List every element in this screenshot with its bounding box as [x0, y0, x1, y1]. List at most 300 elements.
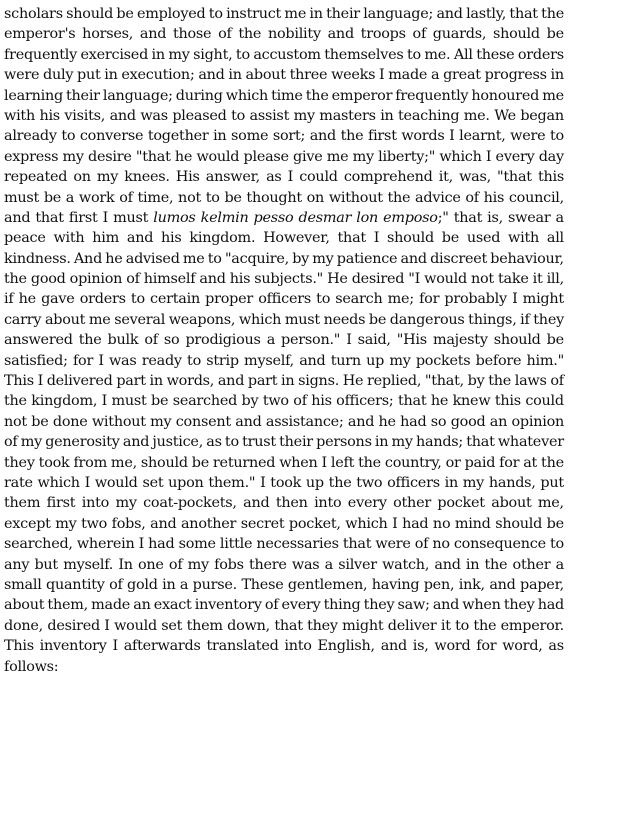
text-line	[4, 106, 564, 126]
word: thing	[323, 597, 361, 614]
word: of	[218, 26, 232, 43]
word: which	[238, 311, 282, 328]
word: this	[494, 393, 521, 410]
word: day	[538, 148, 564, 165]
word: me	[182, 250, 205, 267]
text-line	[4, 24, 564, 44]
word: I	[84, 474, 91, 491]
word: up	[366, 352, 385, 369]
word: repeated	[4, 169, 68, 186]
word: every	[347, 495, 387, 512]
word: I	[104, 617, 110, 634]
word: my	[55, 515, 77, 532]
word: necessaries	[256, 536, 339, 553]
word: and	[122, 434, 150, 451]
word: and	[139, 26, 167, 43]
word: orders	[517, 46, 564, 63]
word: my	[312, 250, 334, 267]
word: before	[475, 352, 522, 369]
word: two	[262, 393, 289, 410]
word: And	[73, 250, 103, 267]
word: good	[30, 271, 66, 288]
word: I	[112, 638, 118, 655]
word: and	[150, 515, 177, 532]
word: might	[522, 291, 564, 308]
word: certain	[150, 291, 200, 308]
word: and	[199, 271, 226, 288]
word: pen,	[423, 576, 455, 593]
text-line	[4, 636, 564, 656]
word: should	[493, 332, 541, 349]
word: me.	[424, 46, 451, 63]
word: in	[151, 46, 165, 63]
word: when	[279, 454, 318, 471]
word: majesty	[432, 332, 488, 349]
word: of	[550, 373, 564, 390]
word: every	[281, 597, 321, 614]
word: first	[46, 495, 76, 512]
word: all	[546, 230, 564, 247]
word: knew	[452, 393, 491, 410]
word: with	[4, 107, 35, 124]
word: put	[76, 67, 101, 84]
word: inventory	[39, 638, 107, 655]
word: would	[196, 148, 240, 165]
word: English,	[317, 638, 375, 655]
word: me	[284, 6, 307, 22]
word: thought	[246, 189, 302, 206]
word: the	[473, 617, 497, 634]
word: work	[78, 189, 115, 206]
word: answered	[4, 332, 73, 349]
word: a	[266, 332, 276, 349]
word: left	[330, 454, 355, 471]
word: to	[455, 617, 470, 634]
word: other	[512, 556, 551, 573]
word: by	[467, 373, 485, 390]
word: assistance;	[265, 413, 344, 430]
word: for	[419, 291, 440, 308]
word: word	[434, 638, 471, 655]
word: consent	[175, 413, 231, 430]
word: that	[453, 209, 483, 226]
word: could	[525, 393, 564, 410]
word: and	[235, 413, 262, 430]
word: paid	[464, 454, 496, 471]
word: frequently	[4, 46, 78, 63]
word: their	[279, 434, 313, 451]
word: officers;	[336, 393, 394, 410]
text-line	[4, 289, 564, 309]
word: up	[305, 474, 324, 491]
word: weeks	[331, 67, 376, 84]
word: In	[118, 556, 133, 573]
word: is,	[412, 638, 429, 655]
word: and	[109, 107, 136, 124]
text-line	[4, 575, 564, 595]
word: with	[508, 230, 540, 247]
word: bulk	[107, 332, 139, 349]
word: lastly,	[466, 6, 507, 22]
word: to	[130, 291, 145, 308]
word: had	[148, 536, 175, 553]
word: were	[510, 128, 546, 145]
word: my	[293, 107, 315, 124]
word: would	[424, 271, 467, 288]
word: returned	[212, 454, 276, 471]
word: be	[31, 413, 49, 430]
word: and	[4, 209, 31, 226]
word: I	[287, 169, 294, 186]
word: and	[380, 638, 407, 655]
word: word,	[502, 638, 543, 655]
text-line	[4, 126, 564, 146]
word: set	[142, 474, 164, 491]
word: must	[111, 393, 147, 410]
word: be	[116, 6, 134, 22]
word: However,	[263, 230, 330, 247]
word: mind	[454, 515, 491, 532]
word: please	[243, 148, 289, 165]
word: me	[326, 148, 349, 165]
word: should	[492, 26, 540, 43]
word: desmar	[298, 209, 352, 226]
word: words,	[166, 373, 215, 390]
word: gave	[41, 291, 75, 308]
word: of	[293, 393, 307, 410]
word: subjects."	[254, 271, 324, 288]
word: were	[4, 67, 40, 84]
word: took	[38, 454, 70, 471]
word: he	[18, 291, 36, 308]
word: for	[476, 638, 497, 655]
word: it,	[438, 169, 453, 186]
word: part	[116, 373, 146, 390]
word: I	[373, 230, 380, 247]
text-line	[4, 391, 564, 411]
word: and	[309, 128, 337, 145]
word: them	[4, 495, 41, 512]
text-line	[4, 86, 564, 106]
word: my	[187, 556, 209, 573]
word: employed	[136, 6, 206, 22]
text-line	[4, 453, 564, 473]
word: done	[52, 413, 88, 430]
word: and	[327, 26, 354, 43]
word: not	[4, 413, 27, 430]
word: officers	[258, 291, 311, 308]
word: for	[72, 352, 94, 369]
word: be	[546, 332, 564, 349]
word: turn	[330, 352, 361, 369]
word: prodigious	[185, 332, 261, 349]
word: upon	[168, 474, 204, 491]
word: as	[206, 434, 222, 451]
word: to	[224, 434, 239, 451]
word: secret	[240, 515, 285, 532]
word: search	[335, 291, 383, 308]
word: by	[241, 393, 259, 410]
word: a	[179, 576, 189, 593]
word: my	[462, 474, 485, 491]
word: hands;	[415, 434, 464, 451]
word: and	[436, 6, 463, 22]
word: things,	[468, 311, 517, 328]
word: generosity	[45, 434, 120, 451]
word: two	[356, 474, 383, 491]
word: if	[4, 291, 14, 308]
word: and	[400, 250, 427, 267]
word: in	[550, 67, 564, 84]
word: This	[4, 638, 34, 655]
word: no	[432, 536, 450, 553]
word: that	[342, 536, 372, 553]
word: needs	[323, 311, 366, 328]
word: not	[471, 271, 494, 288]
word: deliver	[387, 617, 437, 634]
word: to	[549, 128, 564, 145]
word: me,	[537, 495, 564, 512]
word: my	[20, 434, 42, 451]
word: kingdom,	[31, 393, 98, 410]
word: that	[35, 209, 64, 226]
word: kelmin	[200, 209, 249, 226]
word: dangerous	[389, 311, 465, 328]
word: person."	[281, 332, 341, 349]
text-line	[4, 167, 564, 187]
word: teaching	[398, 107, 460, 124]
word: coat-pockets,	[143, 495, 237, 512]
word: and	[126, 230, 154, 247]
word: guards,	[432, 26, 487, 43]
word: he	[105, 250, 123, 267]
word: I	[379, 67, 385, 84]
text-line	[4, 534, 564, 554]
word: together	[147, 128, 209, 145]
word: signs.	[298, 373, 340, 390]
word: of	[412, 26, 427, 43]
word: some	[231, 128, 269, 145]
word: be	[191, 454, 209, 471]
word: me	[88, 311, 111, 328]
word: be	[43, 189, 62, 206]
word: his	[311, 393, 332, 410]
word: exercised	[80, 46, 149, 63]
word: lon	[356, 209, 379, 226]
word: in	[228, 67, 242, 84]
word: myself,	[244, 352, 294, 369]
word: already	[4, 128, 57, 145]
word: follows:	[4, 658, 59, 675]
word: His	[175, 169, 200, 186]
word: words	[401, 128, 445, 145]
word: that	[274, 617, 303, 634]
word: searched,	[4, 536, 73, 553]
word: ink,	[458, 576, 485, 593]
word: had	[400, 413, 427, 430]
word: at	[523, 454, 538, 471]
word: whatever	[497, 434, 564, 451]
word: frequently	[395, 87, 469, 104]
word: weapons,	[168, 311, 236, 328]
word: his	[161, 230, 182, 247]
word: in	[309, 6, 323, 22]
word: proper	[205, 291, 254, 308]
word: comprehend	[343, 169, 433, 186]
word: other	[393, 495, 431, 512]
text-line	[4, 4, 564, 24]
text-line	[4, 657, 564, 677]
word: execution;	[121, 67, 195, 84]
word: that	[509, 6, 538, 22]
word: me	[542, 87, 564, 104]
word: carry	[4, 311, 42, 328]
word: I	[392, 515, 398, 532]
word: into	[81, 495, 110, 512]
word: down,	[227, 617, 270, 634]
text-line	[4, 45, 564, 65]
word: which	[345, 515, 388, 532]
word: having	[371, 576, 420, 593]
text-line	[4, 493, 564, 513]
word: delivered	[46, 373, 113, 390]
word: language;	[102, 87, 173, 104]
word: should	[140, 454, 188, 471]
text-line	[4, 371, 564, 391]
word: could	[299, 169, 338, 186]
word: of	[144, 332, 158, 349]
word: the	[4, 271, 27, 288]
word: so	[163, 332, 180, 349]
word: without	[91, 413, 146, 430]
word: which	[225, 87, 269, 104]
word: "that	[497, 169, 532, 186]
word: to	[61, 128, 76, 145]
word: nobility	[267, 26, 321, 43]
word: desired	[351, 271, 405, 288]
word: that	[466, 434, 495, 451]
word: or	[445, 454, 461, 471]
word: council,	[508, 189, 564, 206]
word: the	[484, 556, 508, 573]
text-line	[4, 310, 564, 330]
word: watch,	[382, 556, 430, 573]
word: would	[94, 474, 138, 491]
word: him."	[526, 352, 564, 369]
word: there	[248, 556, 287, 573]
word: This	[4, 373, 34, 390]
word: them	[186, 617, 223, 634]
word: be	[151, 393, 169, 410]
word: from	[73, 454, 107, 471]
word: knees.	[124, 169, 170, 186]
word: "His	[396, 332, 427, 349]
word: replied,	[367, 373, 422, 390]
word: patience	[336, 250, 398, 267]
word: learnt,	[459, 128, 506, 145]
word: on	[306, 189, 325, 206]
word: country,	[384, 454, 442, 471]
word: in	[374, 434, 389, 451]
word: in	[380, 107, 394, 124]
word: in	[281, 373, 295, 390]
word: which	[439, 148, 482, 165]
word: pleased	[172, 107, 227, 124]
word: learning	[4, 87, 63, 104]
word: in	[213, 128, 227, 145]
word: emperor.	[500, 617, 564, 634]
word: to	[208, 6, 223, 22]
word: said,	[357, 332, 391, 349]
word: they	[363, 597, 395, 614]
word: to	[235, 46, 250, 63]
word: any	[4, 556, 30, 573]
word: great	[443, 67, 481, 84]
word: first	[368, 128, 397, 145]
word: a	[430, 67, 440, 84]
word: translated	[206, 638, 279, 655]
word: consequence	[453, 536, 546, 553]
word: peace	[4, 230, 46, 247]
word: and	[432, 597, 460, 614]
word: that	[397, 393, 427, 410]
word: gold	[126, 576, 158, 593]
word: and	[434, 556, 461, 573]
word: to	[316, 291, 331, 308]
word: purse.	[192, 576, 238, 593]
word: three	[289, 67, 328, 84]
word: I	[346, 332, 352, 349]
word: but	[34, 556, 58, 573]
word: my	[150, 413, 172, 430]
word: justice,	[152, 434, 204, 451]
word: take	[498, 271, 529, 288]
text-line	[4, 269, 564, 289]
word: give	[293, 148, 323, 165]
word: "that	[135, 148, 171, 165]
word: I	[37, 373, 43, 390]
word: language;	[363, 6, 434, 22]
word: my	[389, 352, 411, 369]
text-line	[4, 432, 564, 452]
word: We	[494, 107, 516, 124]
word: took	[270, 474, 302, 491]
word: that	[337, 230, 366, 247]
word: is,	[487, 209, 503, 226]
word: be	[546, 515, 564, 532]
word: the	[387, 189, 411, 206]
word: gentlemen,	[287, 576, 368, 593]
word: persons	[316, 434, 372, 451]
word: in	[444, 474, 458, 491]
word: of	[109, 576, 123, 593]
word: and	[243, 495, 270, 512]
word: fobs,	[111, 515, 146, 532]
word: emposo;"	[383, 209, 449, 226]
word: sort;	[272, 128, 306, 145]
word: probably	[444, 291, 507, 308]
word: small	[4, 576, 42, 593]
word: the	[238, 26, 262, 43]
word: he	[430, 393, 449, 410]
word: several	[114, 311, 166, 328]
word: duly	[43, 67, 74, 84]
text-line	[4, 249, 564, 269]
word: I	[321, 454, 327, 471]
word: to	[549, 536, 564, 553]
word: put	[540, 474, 564, 491]
word: my	[62, 148, 84, 165]
